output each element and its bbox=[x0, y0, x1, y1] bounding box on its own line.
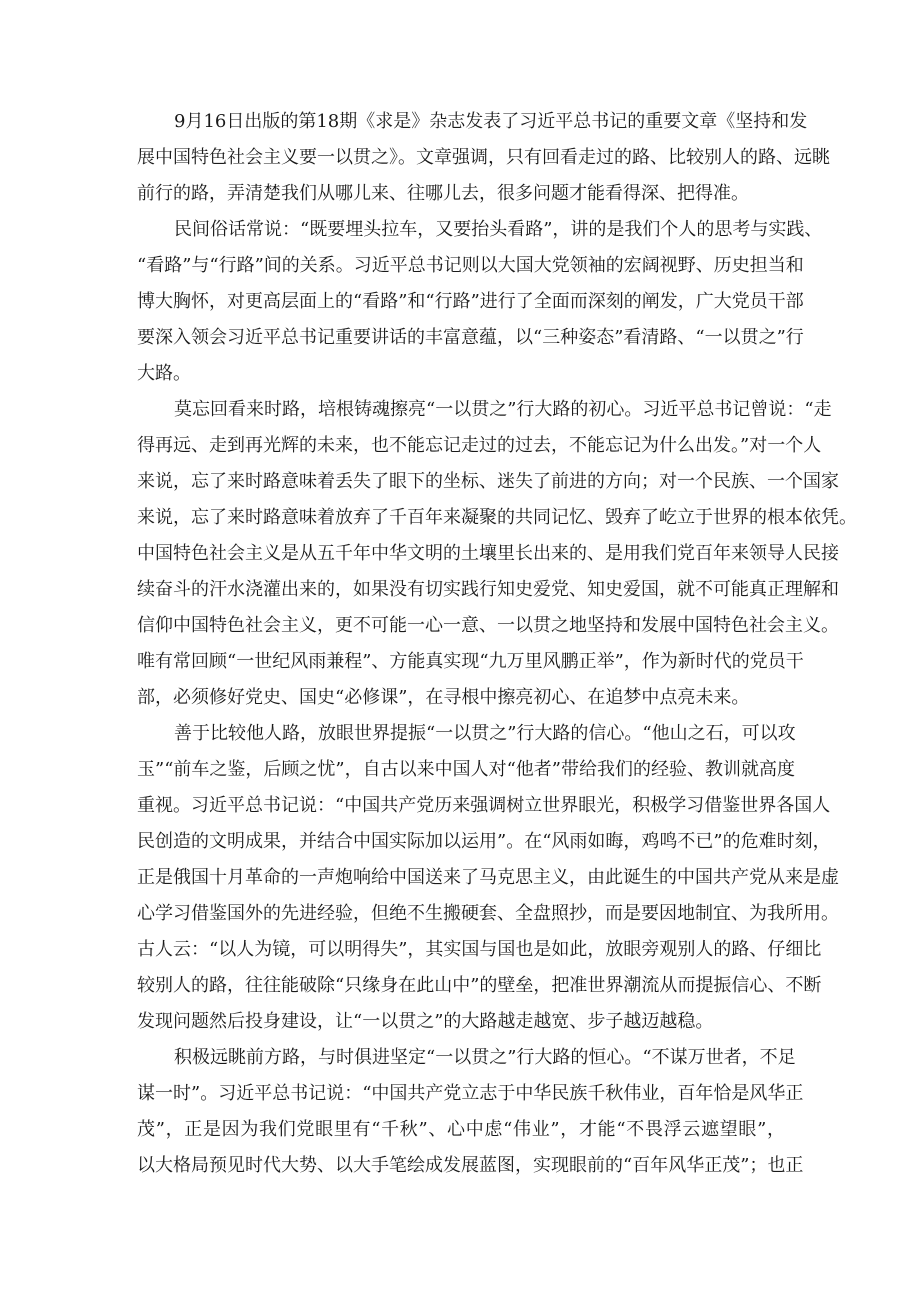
text-line: 古人云：“以人为镜，可以明得失”，其实国与国也是如此，放眼旁观别人的路、仔细比 bbox=[137, 939, 822, 960]
text-line: 民创造的文明成果，并结合中国实际加以运用”。在“风雨如晦，鸡鸣不已”的危难时刻， bbox=[137, 831, 831, 852]
text-line: 积极远眺前方路，与时俱进坚定“一以贯之”行大路的恒心。“不谋万世者，不足 bbox=[174, 1047, 796, 1068]
text-line: 心学习借鉴国外的先进经验，但绝不生搬硬套、全盘照抄，而是要因地制宜、为我所用。 bbox=[137, 903, 839, 924]
text-line: 谋一时”。习近平总书记说：“中国共产党立志于中华民族千秋伟业，百年恰是风华正 bbox=[137, 1083, 804, 1104]
text-line: 博大胸怀，对更高层面上的“看路”和“行路”进行了全面而深刻的阐发，广大党员干部 bbox=[137, 291, 804, 312]
paragraph bbox=[137, 212, 823, 392]
text-line: 前行的路，弄清楚我们从哪儿来、往哪儿去，很多问题才能看得深、把得准。 bbox=[137, 183, 749, 204]
text-line: 中国特色社会主义是从五千年中华文明的土壤里长出来的、是用我们党百年来领导人民接 bbox=[137, 543, 839, 564]
paragraph bbox=[137, 1040, 804, 1184]
paragraph bbox=[137, 104, 830, 212]
text-line: 要深入领会习近平总书记重要讲话的丰富意蕴，以“三种姿态”看清路、“一以贯之”行 bbox=[137, 327, 804, 348]
text-line: 来说，忘了来时路意味着丢失了眼下的坐标、迷失了前进的方向；对一个民族、一个国家 bbox=[137, 471, 839, 492]
text-line: 莫忘回看来时路，培根铸魂擦亮“一以贯之”行大路的初心。习近平总书记曾说：“走 bbox=[174, 399, 832, 420]
document-body bbox=[137, 104, 857, 1184]
text-line: 来说，忘了来时路意味着放弃了千百年来凝聚的共同记忆、毁弃了屹立于世界的根本依凭。 bbox=[137, 507, 857, 528]
text-line: 发现问题然后投身建设，让“一以贯之”的大路越走越宽、步子越迈越稳。 bbox=[137, 1011, 714, 1032]
text-line: 续奋斗的汗水浇灌出来的，如果没有切实践行知史爱党、知史爱国，就不可能真正理解和 bbox=[137, 579, 839, 600]
text-line: 玉”“前车之鉴，后顾之忧”，自古以来中国人对“他者”带给我们的经验、教训就高度 bbox=[137, 759, 796, 780]
text-line: 9月16日出版的第18期《求是》杂志发表了习近平总书记的重要文章《坚持和发 bbox=[174, 111, 808, 132]
text-line: 唯有常回顾“一世纪风雨兼程”、方能真实现“九万里风鹏正举”，作为新时代的党员干 bbox=[137, 651, 804, 672]
text-line: 以大格局预见时代大势、以大手笔绘成发展蓝图，实现眼前的“百年风华正茂”；也正 bbox=[137, 1155, 804, 1176]
paragraph bbox=[137, 392, 857, 716]
text-line: 民间俗话常说：“既要埋头拉车，又要抬头看路”，讲的是我们个人的思考与实践、 bbox=[174, 219, 823, 240]
text-line: 得再远、走到再光辉的未来，也不能忘记走过的过去，不能忘记为什么出发。”对一个人 bbox=[137, 435, 822, 456]
paragraph bbox=[137, 716, 839, 1040]
text-line: 正是俄国十月革命的一声炮响给中国送来了马克思主义，由此诞生的中国共产党从来是虚 bbox=[137, 867, 839, 888]
text-line: 展中国特色社会主义要一以贯之》。文章强调，只有回看走过的路、比较别人的路、远眺 bbox=[137, 147, 830, 168]
text-line: 大路。 bbox=[137, 363, 191, 384]
text-line: 重视。习近平总书记说：“中国共产党历来强调树立世界眼光，积极学习借鉴世界各国人 bbox=[137, 795, 831, 816]
text-line: 善于比较他人路，放眼世界提振“一以贯之”行大路的信心。“他山之石，可以攻 bbox=[174, 723, 796, 744]
text-line: 部，必须修好党史、国史“必修课”，在寻根中擦亮初心、在追梦中点亮未来。 bbox=[137, 687, 750, 708]
text-line: 茂”，正是因为我们党眼里有“千秋”、心中虑“伟业”，才能“不畏浮云遮望眼”， bbox=[137, 1119, 785, 1140]
text-line: 较别人的路，往往能破除“只缘身在此山中”的壁垒，把准世界潮流从而提振信心、不断 bbox=[137, 975, 822, 996]
text-line: 信仰中国特色社会主义，更不可能一心一意、一以贯之地坚持和发展中国特色社会主义。 bbox=[137, 615, 839, 636]
text-line: “看路”与“行路”间的关系。习近平总书记则以大国大党领袖的宏阔视野、历史担当和 bbox=[137, 255, 804, 276]
